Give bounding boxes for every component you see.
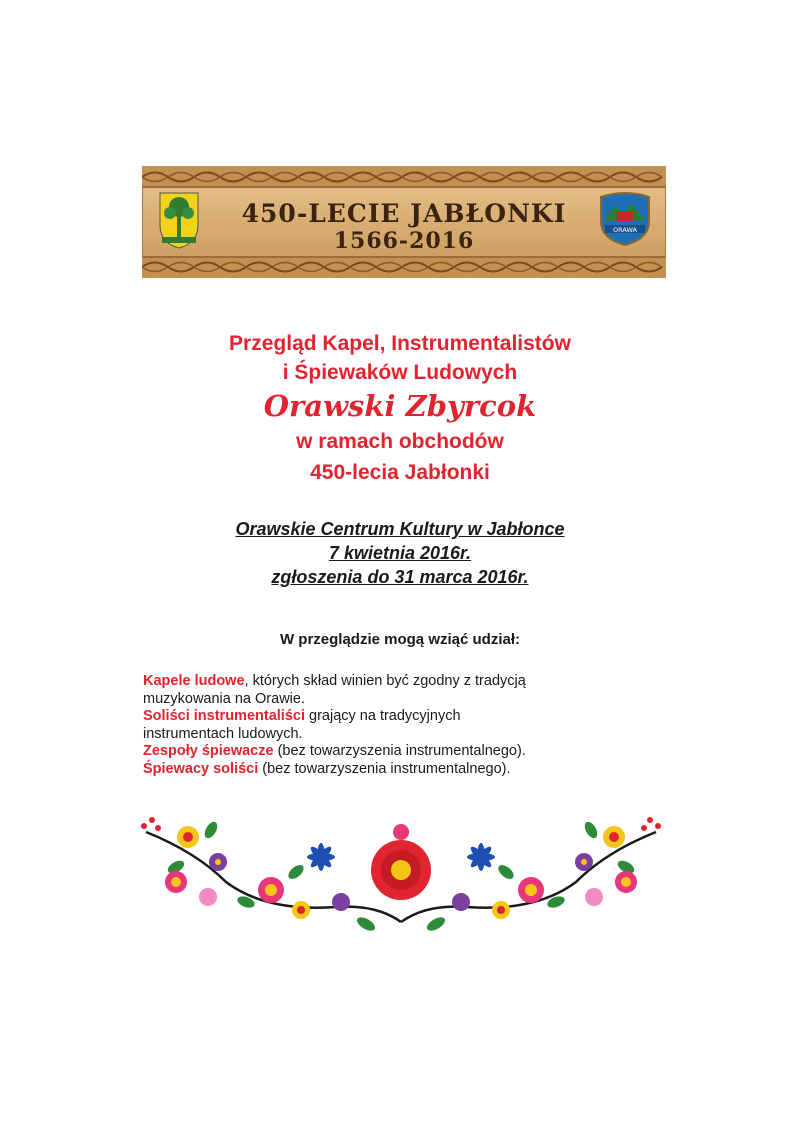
list-item-text: grający na tradycyjnych (304, 708, 461, 724)
venue-place: Orawskie Centrum Kultury w Jabłonce (235, 519, 565, 539)
list-item-text: (bez towarzyszenia instrumentalnego). (273, 743, 526, 759)
event-date: 7 kwietnia 2016r. (328, 543, 472, 563)
list-item (143, 761, 663, 779)
registration-deadline: zgłoszenia do 31 marca 2016r. (271, 567, 529, 587)
carved-ornament-top (142, 166, 666, 188)
list-item-keyword: Soliści instrumentaliści (143, 708, 305, 724)
list-item-text: (bez towarzyszenia instrumentalnego). (258, 760, 511, 777)
list-item (143, 673, 663, 691)
heading-line-2: i Śpiewaków Ludowych (282, 361, 518, 384)
banner-title: 450-LECIE JABŁONKI (241, 199, 567, 228)
carved-ornament-bottom (142, 256, 666, 278)
anniversary-banner (142, 166, 666, 278)
list-item-keyword: Śpiewacy soliści (143, 760, 259, 777)
svg-text:ORAWA: ORAWA (613, 226, 637, 234)
heading-line-5: 450-lecia Jabłonki (310, 461, 490, 484)
folk-flower-ornament (136, 812, 666, 942)
list-item (143, 743, 663, 761)
list-item (143, 708, 663, 726)
heading-line-1: Przegląd Kapel, Instrumentalistów (229, 332, 571, 355)
list-item-continued: instrumentach ludowych. (143, 725, 303, 742)
participation-list (143, 673, 663, 778)
event-name: Orawski Zbyrcok (263, 389, 537, 423)
list-item-keyword: Zespoły śpiewacze (143, 743, 274, 759)
list-item-keyword: Kapele ludowe (143, 673, 245, 689)
orawa-crest-icon (597, 191, 653, 247)
heading-line-4: w ramach obchodów (296, 430, 504, 453)
list-item-continued: muzykowania na Orawie. (143, 690, 305, 707)
participation-lead: W przeglądzie mogą wziąć udział: (279, 631, 521, 648)
list-item-text: , których skład winien być zgodny z tradycją (244, 673, 526, 689)
banner-years: 1566-2016 (333, 228, 475, 254)
